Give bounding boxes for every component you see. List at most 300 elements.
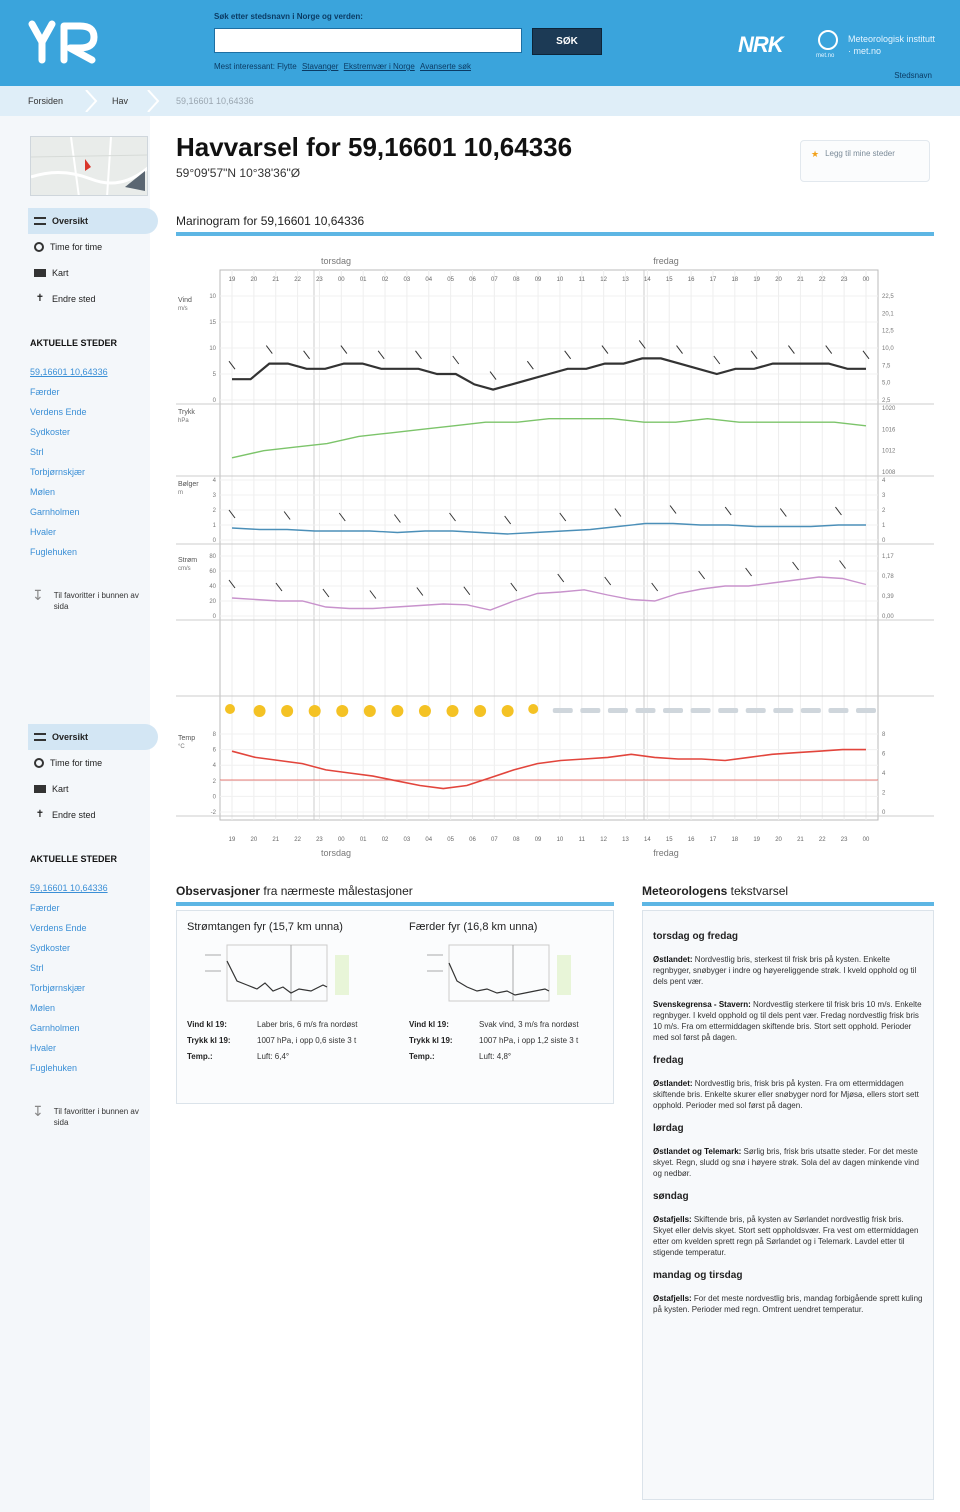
places-heading: AKTUELLE STEDER [30,854,118,864]
y-tick-label-right: 0,39 [882,594,894,600]
y-tick-label: 2 [212,508,216,514]
hour-tick-label: 13 [622,837,629,843]
direction-arrow [505,516,511,524]
hour-tick-label: 20 [775,277,782,283]
favorite-pin-note[interactable] [32,587,142,612]
y-tick-label-right: 2 [882,790,886,797]
sun-icon [281,705,293,717]
forecast-text: Nordvestlig sterkere til frisk bris 10 m/s. Enkelte regnbyger. I kveld opphold og til dels pent vær. Fredag nordvestlig frisk bris 10 m/s. Fra om ettermiddagen skiftende bris. Stort sett opphold. Perioder med sol først på dagen. [653,1000,922,1042]
map-icon [34,269,46,277]
place-link[interactable]: Verdens Ende [30,923,87,933]
hour-tick-label: 09 [534,277,542,283]
cloud-icon [553,708,573,713]
hour-tick-label: 19 [753,837,761,843]
y-tick-label: 2 [212,778,216,785]
menu-label: Endre sted [52,294,96,304]
panel-title: Vind [178,297,192,304]
menu-item-oversikt[interactable] [28,724,158,750]
menu-item-endre-sted[interactable] [28,802,158,828]
y-tick-label: 10 [209,294,216,300]
direction-arrow [304,351,310,359]
forecast-heading-rest: tekstvarsel [727,884,789,898]
y-tick-label-right: 12,5 [882,328,894,335]
hour-tick-label: 22 [294,277,301,283]
map-thumbnail-graphic [31,137,148,196]
place-link[interactable]: Fuglehuken [30,1063,78,1073]
station-title[interactable]: Færder fyr (16,8 km unna) [409,921,538,933]
direction-arrow [394,515,400,523]
y-tick-label: 0 [212,794,216,801]
y-tick-label-right: 2,5 [882,398,891,404]
sun-icon [309,705,321,717]
direction-arrow [490,372,496,380]
hour-tick-label: 18 [731,837,739,843]
direction-arrow [699,571,705,579]
day-label: fredag [653,256,679,266]
pin-note-text: Til favoritter i bunnen av sida [53,591,139,611]
observations-heading-rest: fra nærmeste målestasjoner [260,884,413,898]
menu-item-time-for-time[interactable] [28,234,158,260]
menu-label: Time for time [50,242,103,252]
direction-arrow [714,356,720,364]
y-tick-label-right: 0 [882,538,886,544]
place-link[interactable]: Strl [30,447,44,457]
place-link[interactable]: Hvaler [30,527,57,537]
y-tick-label: 4 [212,478,216,484]
y-tick-label: 8 [212,732,216,738]
places-list [30,362,108,562]
direction-arrow [464,587,470,595]
y-tick-label-right: 1020 [882,406,896,412]
forecast-day-title: søndag [653,1191,689,1202]
direction-arrow [565,351,571,359]
y-tick-label-right: 4 [882,771,886,777]
day-label: torsdag [320,848,352,858]
station-mini-chart [187,941,387,1011]
observations-heading [176,884,614,906]
hour-tick-label: 11 [578,277,585,283]
menu-label: Kart [52,784,69,794]
y-tick-label: 15 [209,320,216,326]
hour-tick-label: 03 [403,277,411,283]
hour-tick-label: 03 [403,837,411,843]
cloud-icon [635,708,655,713]
forecast-paragraph [653,1293,923,1315]
pressure-value: 1007 hPa, i opp 0,6 siste 3 t [257,1036,357,1045]
forecast-paragraph [653,1146,923,1179]
chevron-right-icon [84,90,98,112]
cloud-icon [746,708,766,713]
panel-unit: cm/s [178,566,191,572]
forecast-paragraph [653,1078,923,1111]
hour-tick-label: 01 [359,277,367,283]
hour-tick-label: 23 [316,277,323,283]
forecast-region: Østlandet: [653,955,693,964]
hour-tick-label: 08 [512,277,520,283]
hour-tick-label: 19 [228,837,236,843]
place-link[interactable]: Færder [30,903,60,913]
y-tick-label-right: 1008 [882,470,896,476]
pressure-row [187,1036,397,1046]
hour-tick-label: 00 [862,277,870,283]
station-title[interactable]: Strømtangen fyr (15,7 km unna) [187,921,343,933]
hour-tick-label: 11 [578,837,585,843]
search-example-link[interactable]: Avanserte søk [420,62,471,71]
breadcrumb-home[interactable]: Forsiden [28,96,64,106]
sidebar-menu [28,208,158,312]
pin-down-icon: ↧ [32,1103,44,1119]
hour-tick-label: 00 [862,837,870,843]
y-tick-label-right: 4 [882,478,886,484]
pin-icon: ✝ [35,809,45,820]
y-tick-label-right: 3 [882,493,886,499]
direction-arrow [746,568,752,576]
breadcrumb-current: 59,16601 10,64336 [176,96,254,106]
hour-tick-label: 14 [644,277,651,283]
y-tick-label: 0 [212,398,216,404]
hour-tick-label: 21 [272,837,280,843]
y-tick-label: 80 [209,554,216,560]
direction-arrow [323,589,329,597]
pin-icon: ✝ [35,293,45,304]
hour-tick-label: 20 [250,837,258,843]
forecast-region: Østafjells: [653,1294,692,1303]
y-tick-label-right: 0,78 [882,574,894,580]
y-tick-label: 3 [212,493,216,499]
y-tick-label-right: 0,00 [882,614,894,620]
hour-tick-label: 19 [228,277,236,283]
clock-icon [34,758,44,768]
forecast-day-title: fredag [653,1055,684,1066]
place-link[interactable]: Færder [30,387,60,397]
panel-unit: hPa [178,418,189,424]
station-mini-chart [409,941,609,1011]
search-examples-prefix: Mest interessant: Flytte [214,62,297,71]
hour-tick-label: 17 [709,837,717,843]
y-tick-label-right: 22,5 [882,294,894,300]
y-tick-label-right: 5,0 [882,380,891,387]
hour-tick-label: 08 [512,837,520,843]
y-tick-label: 0 [212,614,216,620]
place-link[interactable]: Mølen [30,487,56,497]
forecast-region: Østlandet og Telemark: [653,1147,742,1156]
direction-arrow [558,574,564,582]
hour-tick-label: 01 [359,837,367,843]
y-tick-label: 4 [212,763,216,770]
plot-frame [220,270,878,820]
y-tick-label: 1 [212,523,216,529]
hour-tick-label: 17 [709,277,717,283]
place-link[interactable]: 59,16601 10,64336 [30,883,108,893]
menu-item-endre-sted[interactable] [28,286,158,312]
map-icon [34,785,46,793]
y-tick-label: -2 [210,810,216,816]
y-tick-label: 5 [212,372,216,378]
direction-arrow [652,583,658,591]
panel-title: Trykk [178,409,195,416]
hour-tick-label: 16 [687,837,695,843]
place-link[interactable]: Mølen [30,1003,56,1013]
cloud-icon [608,708,628,713]
hour-tick-label: 04 [425,277,433,283]
y-tick-label-right: 0 [882,810,886,816]
add-favorite-label: Legg til mine steder [825,149,895,158]
site-header [0,0,960,86]
panel-title: Bølger [178,481,199,488]
series-line-strøm [232,577,866,610]
direction-arrow [378,351,384,359]
search-example-link[interactable]: Stavanger [301,62,339,71]
hour-tick-label: 06 [469,277,476,283]
place-link[interactable]: Fuglehuken [30,547,78,557]
direction-arrow [339,513,345,521]
sun-icon [447,705,459,717]
search-example-link[interactable]: Ekstremvær i Norge [343,62,415,71]
place-link[interactable]: Hvaler [30,1043,57,1053]
hour-tick-label: 20 [775,837,782,843]
hour-tick-label: 00 [337,277,345,283]
pressure-value: 1007 hPa, i opp 1,2 siste 3 t [479,1036,579,1045]
direction-arrow [370,591,376,599]
hour-tick-label: 13 [622,277,629,283]
direction-arrow [793,562,799,570]
hour-tick-label: 10 [556,277,564,283]
y-tick-label-right: 20,1 [882,311,894,318]
place-link[interactable]: Garnholmen [30,507,80,517]
places-heading: AKTUELLE STEDER [30,338,118,348]
hour-tick-label: 15 [665,277,673,283]
forecast-paragraph [653,1214,923,1258]
clock-icon [34,242,44,252]
forecast-paragraph [653,954,923,987]
cloud-icon [718,708,738,713]
forecast-region: Svenskegrensa - Stavern: [653,1000,751,1009]
hour-tick-label: 04 [425,837,433,843]
header-link[interactable]: Stedsnavn [894,71,932,80]
hour-tick-label: 05 [447,277,454,283]
y-tick-label: 40 [209,584,216,590]
wind-label: Vind kl 19: [187,1020,227,1029]
menu-label: Time for time [50,758,103,768]
y-tick-label-right: 1012 [882,448,896,455]
partly-cloudy-icon [225,704,235,714]
direction-arrow [677,346,683,354]
search-button[interactable]: SØK [532,28,602,55]
forecast-region: Østlandet: [653,1079,693,1088]
search-examples [214,62,471,71]
pin-note-text: Til favoritter i bunnen av sida [53,1107,139,1127]
hour-tick-label: 02 [381,277,389,283]
star-icon: ★ [811,149,820,159]
forecast-text: Skiftende bris, på kysten av Sørlandet nordvestlig frisk bris. Skyet eller delvis skyet. Stort sett oppholdsvær. Fra vest om ettermiddagen etter om kvelden sprett regn på Sørlandet og i Telemark. Lavdel etter til stigende temperatur. [653,1215,919,1257]
list-icon [34,217,46,225]
search-input[interactable] [214,28,522,53]
y-tick-label-right: 1016 [882,427,896,434]
forecast-text: Sørlig bris, frisk bris utsatte steder. For det meste skyet. Regn, sludd og snø i høyere strøk. Sola del av dagen minkende vind og nedbør. [653,1147,919,1178]
wind-row [409,1020,619,1030]
nrk-logo[interactable]: NRK [738,32,783,57]
place-link[interactable]: Garnholmen [30,1023,80,1033]
y-tick-label: 0 [212,538,216,544]
y-tick-label-right: 6 [882,751,886,758]
place-link[interactable]: Torbjørnskjær [30,983,86,993]
temp-row [187,1052,397,1062]
partly-cloudy-icon [528,704,538,714]
forecast-text: Nordvestlig bris, sterkest til frisk bris på kysten. Enkelte regnbyger, snøbyger i indre og høyereliggende strøk. I kveld opphold og til dels pent vær. [653,955,917,986]
sidebar-menu-repeat [28,724,158,828]
hour-tick-label: 21 [797,277,804,283]
direction-arrow [602,346,608,354]
list-icon [34,733,46,741]
met-logo-text[interactable]: Meteorologisk institutt · met.no [848,34,936,56]
y-tick-label-right: 7,5 [882,363,891,370]
search-label: Søk etter stedsnavn i Norge og verden: [214,12,363,21]
breadcrumb [0,86,960,116]
hour-tick-label: 09 [534,837,542,843]
hour-tick-label: 16 [687,277,695,283]
direction-arrow [605,577,611,585]
page-title: Havvarsel for 59,16601 10,64336 [176,132,573,162]
favorite-pin-note[interactable] [32,1103,142,1128]
menu-item-kart[interactable] [28,260,158,286]
direction-arrow [415,351,421,359]
breadcrumb-hav[interactable]: Hav [112,96,129,106]
hour-tick-label: 07 [491,277,498,283]
station-card [187,921,397,1062]
panel-unit: m [178,490,183,496]
forecast-paragraph [653,999,923,1043]
y-tick-label-right: 8 [882,732,886,738]
hour-tick-label: 05 [447,837,454,843]
temp-label: Temp.: [187,1052,213,1061]
place-link[interactable]: Strl [30,963,44,973]
y-tick-label: 20 [209,599,216,605]
sidebar [0,116,150,1512]
sun-icon [254,705,266,717]
y-tick-label-right: 2 [882,508,886,514]
chevron-right-icon [146,90,160,112]
menu-item-time-for-time[interactable] [28,750,158,776]
place-link[interactable]: Sydkoster [30,427,71,437]
place-link[interactable]: Sydkoster [30,943,71,953]
meteogram-heading: Marinogram for 59,16601 10,64336 [176,214,934,236]
sun-icon [364,705,376,717]
add-favorite-button[interactable] [800,140,930,182]
direction-arrow [560,513,566,521]
hour-tick-label: 21 [272,277,280,283]
forecast-heading [642,884,934,906]
marinogram-chart [176,248,934,858]
y-tick-label-right: 1 [882,523,886,529]
hour-tick-label: 22 [818,277,826,283]
hour-tick-label: 06 [469,837,476,843]
place-link[interactable]: 59,16601 10,64336 [30,367,108,377]
hour-tick-label: 02 [381,837,389,843]
cloud-icon [580,708,600,713]
temp-value: Luft: 6,4° [257,1052,290,1061]
temp-label: Temp.: [409,1052,435,1061]
pressure-label: Trykk kl 19: [409,1036,453,1045]
observations-panel [176,910,614,1104]
temp-row [409,1052,619,1062]
cloud-icon [691,708,711,713]
hour-tick-label: 14 [644,837,651,843]
hour-tick-label: 00 [337,837,345,843]
menu-label: Endre sted [52,810,96,820]
y-tick-label: 60 [209,569,216,575]
cloud-icon [856,708,876,713]
forecast-region: Østafjells: [653,1215,692,1224]
direction-arrow [527,361,533,369]
direction-arrow [417,588,423,596]
direction-arrow [835,507,841,515]
places-list-repeat [30,878,108,1078]
pressure-label: Trykk kl 19: [187,1036,231,1045]
wind-value: Laber bris, 6 m/s fra nordøst [257,1020,358,1029]
hour-tick-label: 23 [316,837,323,843]
wind-label: Vind kl 19: [409,1020,449,1029]
temp-value: Luft: 4,8° [479,1052,512,1061]
met-logo-caption: met.no [816,53,835,59]
direction-arrow [725,507,731,515]
menu-item-oversikt[interactable] [28,208,158,234]
forecast-day-title: torsdag og fredag [653,931,739,942]
cloud-icon [828,708,848,713]
menu-label: Oversikt [52,216,89,226]
y-tick-label-right: 1,17 [882,554,894,560]
hour-tick-label: 22 [818,837,826,843]
direction-arrow [826,346,832,354]
series-line-temp [232,750,866,789]
met-logo-icon[interactable] [818,30,838,50]
y-tick-label-right: 10,0 [882,346,894,352]
hour-tick-label: 20 [250,277,258,283]
hour-tick-label: 10 [556,837,564,843]
hour-tick-label: 12 [600,837,607,843]
hour-tick-label: 07 [491,837,498,843]
forecast-heading-bold: Meteorologens [642,884,728,898]
forecast-day-title: lørdag [653,1123,684,1134]
cloud-icon [801,708,821,713]
panel-title: Strøm [178,557,198,564]
forecast-text: Nordvestlig bris, frisk bris på kysten. Fra om ettermiddagen skiftende bris. Enkelte skurer eller snøbyger nord for Mjøsa, ellers stort sett opphold. Perioder med sol først på dagen. [653,1079,919,1110]
series-line-trykk [232,419,866,458]
direction-arrow [266,346,272,354]
direction-arrow [284,512,290,520]
panel-unit: m/s [178,306,188,312]
hour-tick-label: 22 [294,837,301,843]
place-link[interactable]: Torbjørnskjær [30,467,86,477]
hour-tick-label: 15 [665,837,673,843]
menu-item-kart[interactable] [28,776,158,802]
menu-label: Oversikt [52,732,89,742]
map-thumbnail[interactable] [30,136,148,196]
y-tick-label: 10 [209,346,216,352]
forecast-text: For det meste nordvestlig bris, mandag forbigående sprett kuling på kysten. Perioder med regn. Omtrent uendret temperatur. [653,1294,923,1314]
hour-tick-label: 12 [600,277,607,283]
yr-logo[interactable] [28,20,102,64]
coordinates-subtitle: 59°09'57"N 10°38'36"Ø [176,166,301,180]
day-label: torsdag [320,256,352,266]
direction-arrow [276,583,282,591]
hour-tick-label: 19 [753,277,761,283]
wind-row [187,1020,397,1030]
hour-tick-label: 23 [840,837,848,843]
sun-icon [502,705,514,717]
place-link[interactable]: Verdens Ende [30,407,87,417]
sun-icon [391,705,403,717]
observations-heading-bold: Observasjoner [176,884,261,898]
